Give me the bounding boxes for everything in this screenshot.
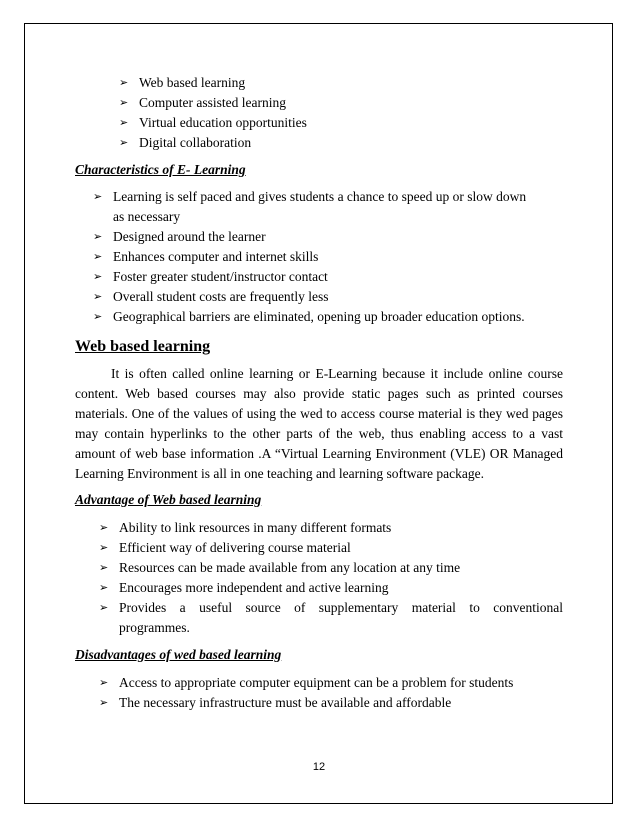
list-item: ➢ Resources can be made available from any location at any time — [99, 558, 563, 578]
arrow-bullet-icon: ➢ — [93, 290, 103, 303]
list-item: ➢ Designed around the learner — [93, 227, 563, 247]
characteristics-heading: Characteristics of E- Learning — [75, 162, 246, 177]
list-item: ➢ Digital collaboration — [119, 133, 563, 153]
list-item: ➢ Computer assisted learning — [119, 93, 563, 113]
arrow-bullet-icon: ➢ — [93, 230, 103, 243]
arrow-bullet-icon: ➢ — [119, 76, 129, 89]
arrow-bullet-icon: ➢ — [119, 116, 129, 129]
list-item: ➢ Enhances computer and internet skills — [93, 247, 563, 267]
advantages-heading: Advantage of Web based learning — [75, 492, 262, 507]
list-item: ➢ Learning is self paced and gives students a chance to speed up or slow down — [93, 187, 563, 207]
list-item: ➢ Efficient way of delivering course material — [99, 538, 563, 558]
list-item: ➢ Provides a useful source of supplementary material to conventional — [99, 598, 563, 618]
list-item-continuation: as necessary — [113, 209, 181, 224]
intro-bullet-list — [119, 73, 563, 153]
arrow-bullet-icon: ➢ — [99, 601, 109, 614]
arrow-bullet-icon: ➢ — [93, 270, 103, 283]
arrow-bullet-icon: ➢ — [99, 561, 109, 574]
characteristics-list — [93, 187, 563, 327]
arrow-bullet-icon: ➢ — [99, 541, 109, 554]
list-item: ➢ Access to appropriate computer equipment can be a problem for students — [99, 673, 563, 693]
web-based-paragraph: It is often called online learning or E-Learning because it include online course content. Web based courses may also provide static pages such as printed courses materials. One of the values of using the wed to access course material is they wed pages may contain hyperlinks to the other parts of the web, thus enabling access to a vast amount of web base information .A “Virtual Learning Environment (VLE) OR Managed Learning Environment is all in one teaching and learning software package. — [75, 366, 563, 481]
list-item-continuation: programmes. — [119, 620, 190, 635]
arrow-bullet-icon: ➢ — [119, 96, 129, 109]
disadvantages-list — [99, 673, 563, 713]
web-based-heading: Web based learning — [75, 338, 211, 355]
arrow-bullet-icon: ➢ — [99, 696, 109, 709]
arrow-bullet-icon: ➢ — [93, 250, 103, 263]
list-item: ➢ Web based learning — [119, 73, 563, 93]
disadvantages-heading: Disadvantages of wed based learning — [75, 647, 282, 662]
arrow-bullet-icon: ➢ — [93, 310, 103, 323]
arrow-bullet-icon: ➢ — [119, 136, 129, 149]
page-number: 12 — [312, 761, 326, 773]
list-item: ➢ Ability to link resources in many different formats — [99, 518, 563, 538]
arrow-bullet-icon: ➢ — [99, 581, 109, 594]
arrow-bullet-icon: ➢ — [93, 190, 103, 203]
arrow-bullet-icon: ➢ — [99, 676, 109, 689]
list-item: ➢ Virtual education opportunities — [119, 113, 563, 133]
list-item: ➢ Geographical barriers are eliminated, opening up broader education options. — [93, 307, 563, 327]
advantages-list — [99, 518, 563, 638]
list-item: ➢ Foster greater student/instructor contact — [93, 267, 563, 287]
list-item: ➢ Encourages more independent and active learning — [99, 578, 563, 598]
list-item: ➢ Overall student costs are frequently less — [93, 287, 563, 307]
list-item: ➢ The necessary infrastructure must be available and affordable — [99, 693, 563, 713]
page-content — [75, 73, 563, 713]
arrow-bullet-icon: ➢ — [99, 521, 109, 534]
